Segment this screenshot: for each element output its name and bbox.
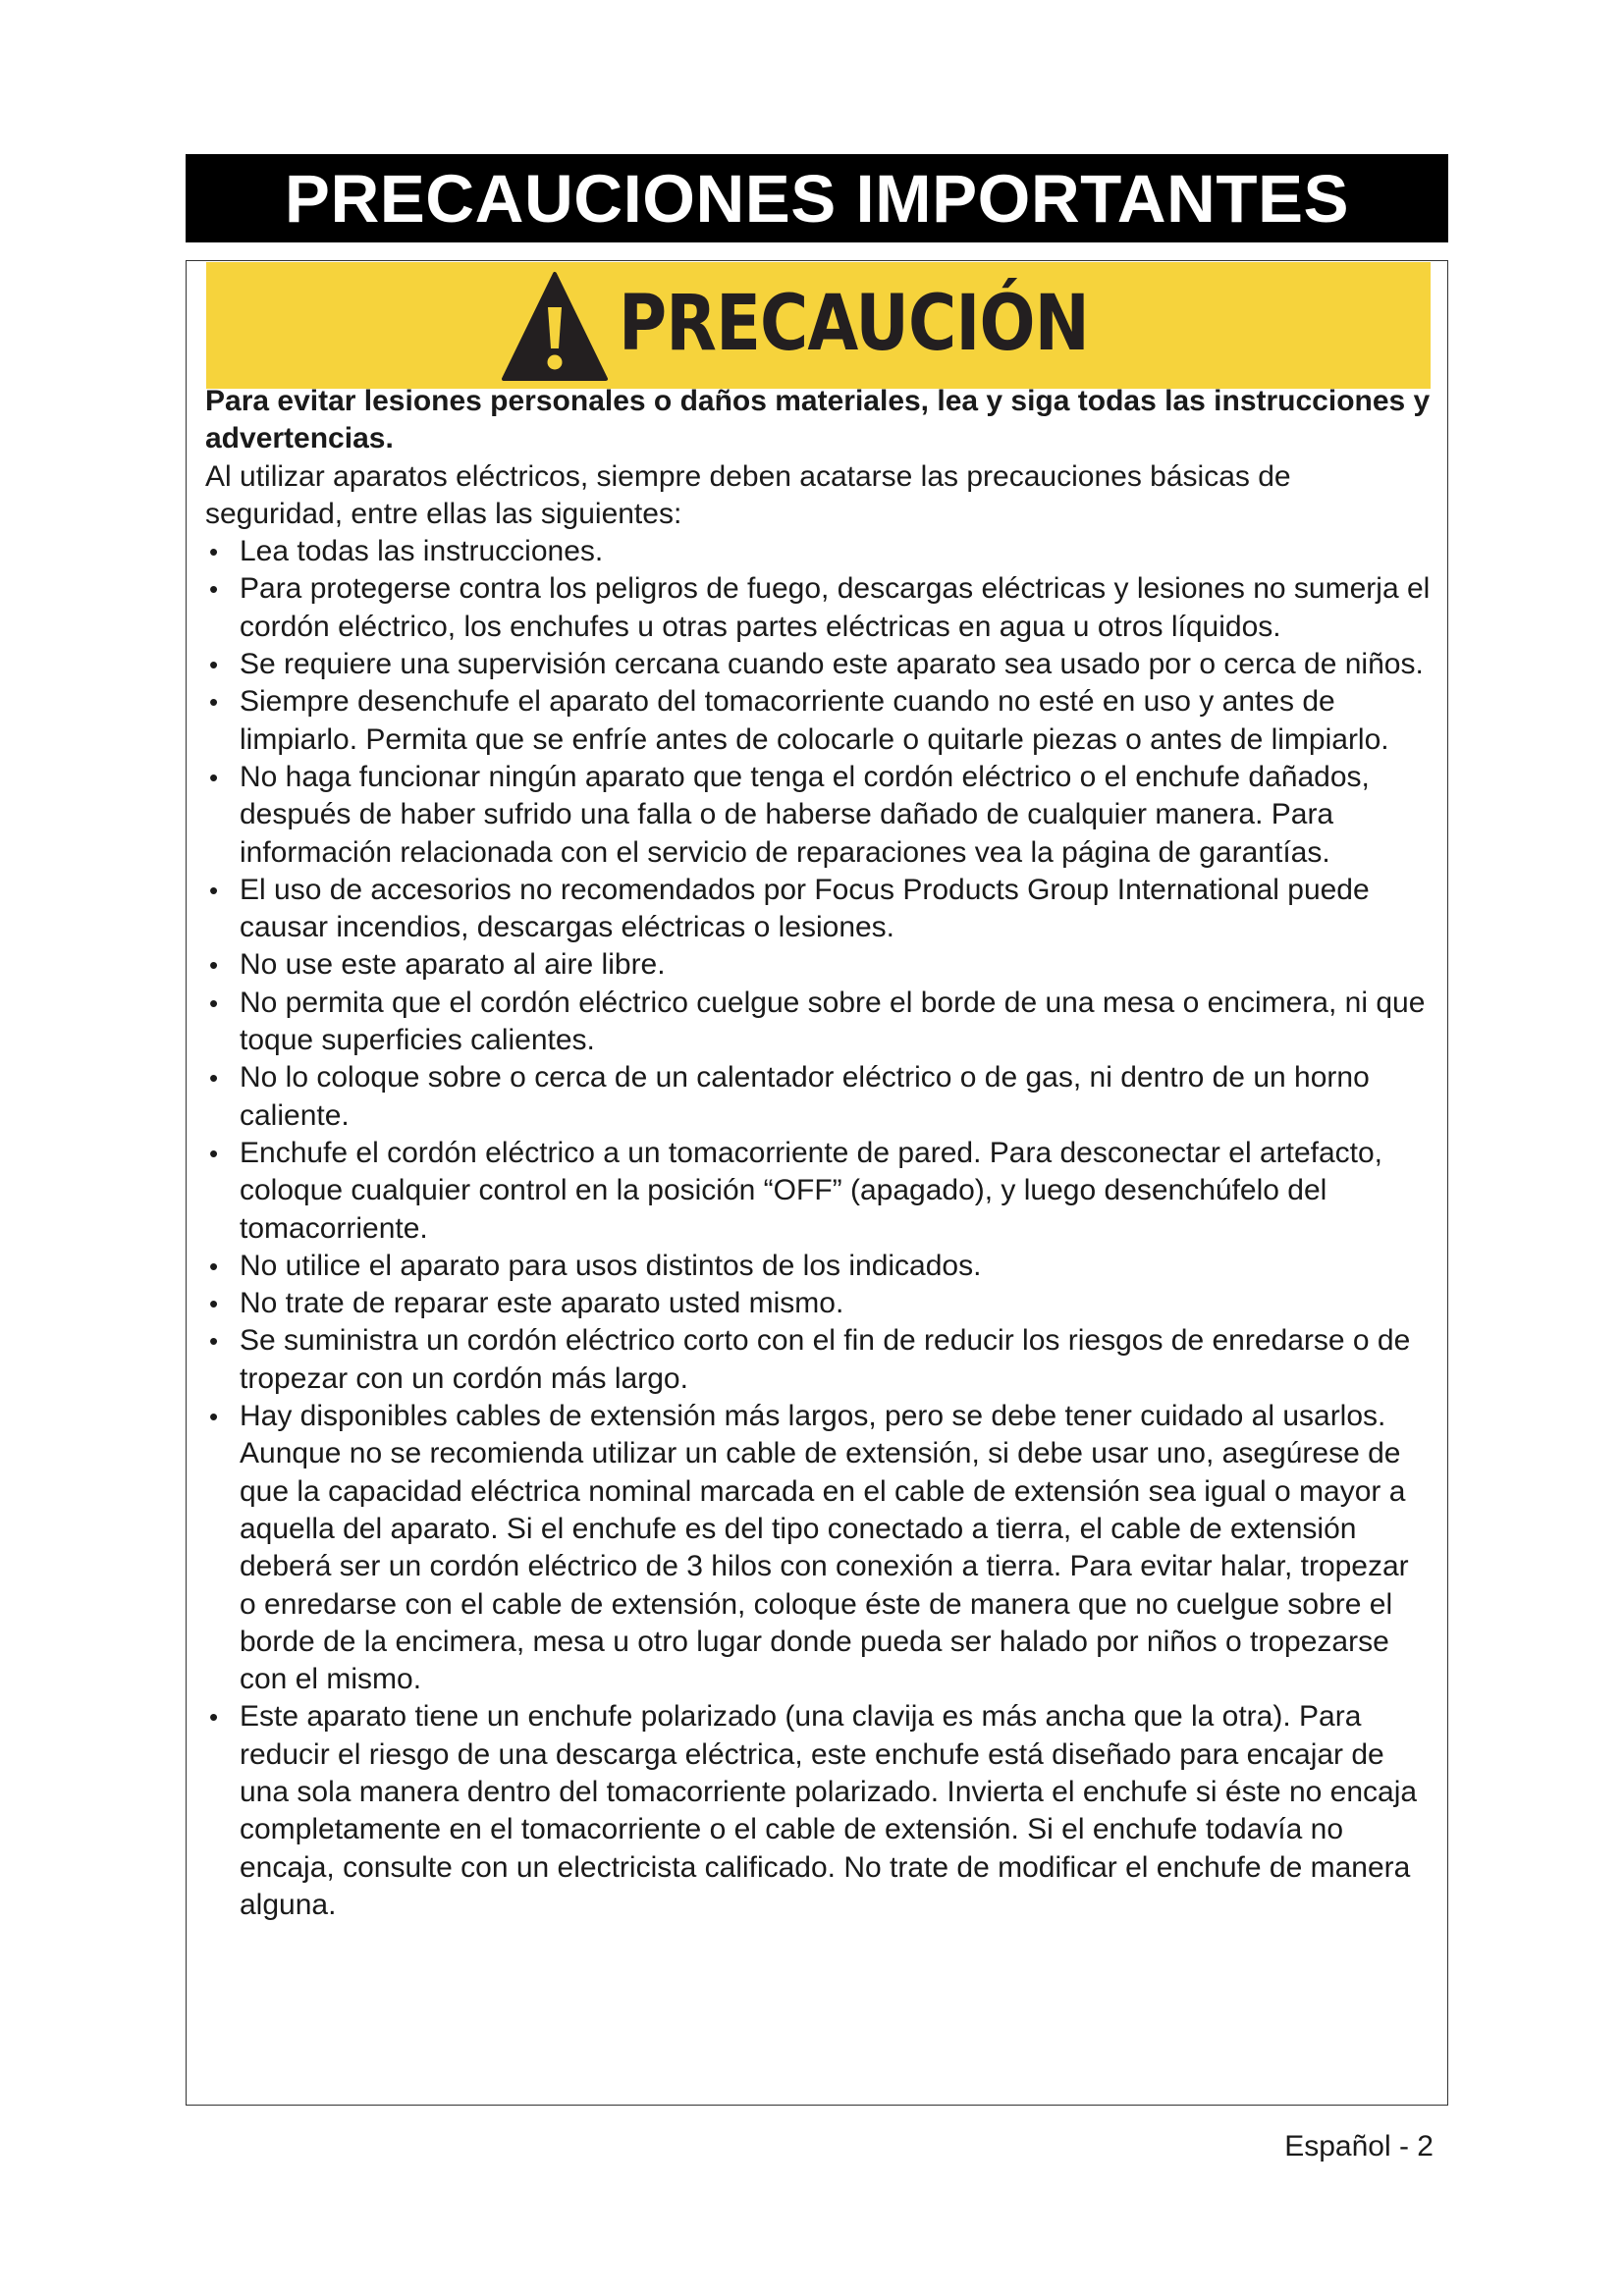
list-item-text: Para protegerse contra los peligros de fuego, descargas eléctricas y lesiones no sumerja el cordón eléctrico, los enchufes u otras partes eléctricas en agua u otros líquidos. — [240, 572, 1431, 643]
list-item-text: El uso de accesorios no recomendados por Focus Products Group International puede causar incendios, descargas eléctricas o lesiones. — [240, 873, 1370, 944]
intro-bold-text: Para evitar lesiones personales o daños materiales, lea y siga todas las instrucciones y advertencias. — [205, 385, 1431, 455]
bullet-icon: • — [209, 650, 219, 680]
bullet-icon: • — [209, 1063, 219, 1094]
list-item — [205, 646, 1433, 683]
bullet-icon: • — [209, 574, 219, 605]
list-item-text: Se suministra un cordón eléctrico corto con el fin de reducir los riesgos de enredarse o de tropezar con un cordón más largo. — [240, 1324, 1411, 1395]
bullet-icon: • — [209, 1289, 219, 1319]
bullet-icon: • — [209, 1138, 219, 1168]
precautions-box — [186, 260, 1448, 2106]
title-bar — [186, 154, 1448, 242]
caution-banner — [206, 262, 1431, 389]
precautions-text — [205, 383, 1433, 1924]
list-item — [205, 946, 1433, 984]
page-number: Español - 2 — [1284, 2130, 1434, 2163]
caution-label: PRECAUCIÓN — [619, 280, 1089, 368]
bullet-icon: • — [209, 950, 219, 981]
list-item-text: No use este aparato al aire libre. — [240, 948, 666, 982]
page-title: PRECAUCIONES IMPORTANTES — [284, 160, 1350, 237]
list-item-text: Hay disponibles cables de extensión más largos, pero se debe tener cuidado al usarlos. Aunque no se recomienda utilizar un cable de extensión, si debe usar uno, asegúrese de que la capacidad eléctrica nominal marcada en el cable de extensión sea igual o mayor a aquella del aparato. Si el enchufe es del tipo conectado a tierra, el cable de extensión deberá ser un cordón eléctrico de 3 hilos con conexión a tierra. Para evitar halar, tropezar o enredarse con el cable de extensión, coloque éste de manera que no cuelgue sobre el borde de la encimera, mesa u otro lugar donde pueda ser halado por niños o tropezarse con el mismo. — [240, 1400, 1409, 1696]
list-item-text: Enchufe el cordón eléctrico a un tomacorriente de pared. Para desconectar el artefacto, coloque cualquier control en la posición “OFF” (apagado), y luego desenchúfelo del tomacorriente. — [240, 1136, 1383, 1245]
precautions-list — [205, 533, 1433, 1924]
list-item — [205, 1135, 1433, 1248]
list-item — [205, 570, 1433, 646]
list-item — [205, 1322, 1433, 1398]
intro-text: Al utilizar aparatos eléctricos, siempre deben acatarse las precauciones básicas de seguridad, entre ellas las siguientes: — [205, 459, 1291, 530]
list-item — [205, 1698, 1433, 1924]
bullet-icon: • — [209, 1251, 219, 1281]
list-item-text: No utilice el aparato para usos distintos de los indicados. — [240, 1249, 982, 1282]
list-item-text: Lea todas las instrucciones. — [240, 535, 604, 568]
warning-triangle-icon — [501, 270, 609, 383]
bullet-icon: • — [209, 762, 219, 792]
bullet-icon: • — [209, 875, 219, 905]
list-item-text: Siempre desenchufe el aparato del tomacorriente cuando no esté en uso y antes de limpiarlo. Permita que se enfríe antes de colocarle o quitarle piezas o antes de limpiarlo. — [240, 685, 1389, 756]
bullet-icon: • — [209, 988, 219, 1018]
list-item-text: No trate de reparar este aparato usted mismo. — [240, 1287, 844, 1320]
list-item — [205, 1398, 1433, 1698]
list-item-text: No permita que el cordón eléctrico cuelgue sobre el borde de una mesa o encimera, ni que toque superficies calientes. — [240, 986, 1426, 1057]
bullet-icon: • — [209, 1326, 219, 1357]
list-item — [205, 985, 1433, 1060]
list-item — [205, 1059, 1433, 1135]
bullet-icon: • — [209, 1402, 219, 1432]
bullet-icon: • — [209, 537, 219, 567]
list-item — [205, 759, 1433, 872]
list-item — [205, 683, 1433, 759]
list-item — [205, 533, 1433, 570]
list-item-text: No haga funcionar ningún aparato que tenga el cordón eléctrico o el enchufe dañados, después de haber sufrido una falla o de haberse dañado de cualquier manera. Para información relacionada con el servicio de reparaciones vea la página de garantías. — [240, 760, 1370, 869]
list-item-text: Este aparato tiene un enchufe polarizado (una clavija es más ancha que la otra). Para reducir el riesgo de una descarga eléctrica, este enchufe está diseñado para encajar de una sola manera dentro del tomacorriente polarizado. Invierta el enchufe si éste no encaja completamente en el tomacorriente o el cable de extensión. Si el enchufe todavía no encaja, consulte con un electricista calificado. No trate de modificar el enchufe de manera alguna. — [240, 1700, 1418, 1921]
list-item — [205, 872, 1433, 947]
list-item — [205, 1285, 1433, 1322]
bullet-icon: • — [209, 687, 219, 718]
list-item — [205, 1248, 1433, 1285]
list-item-text: Se requiere una supervisión cercana cuando este aparato sea usado por o cerca de niños. — [240, 648, 1424, 681]
bullet-icon: • — [209, 1702, 219, 1733]
list-item-text: No lo coloque sobre o cerca de un calentador eléctrico o de gas, ni dentro de un horno caliente. — [240, 1061, 1370, 1132]
